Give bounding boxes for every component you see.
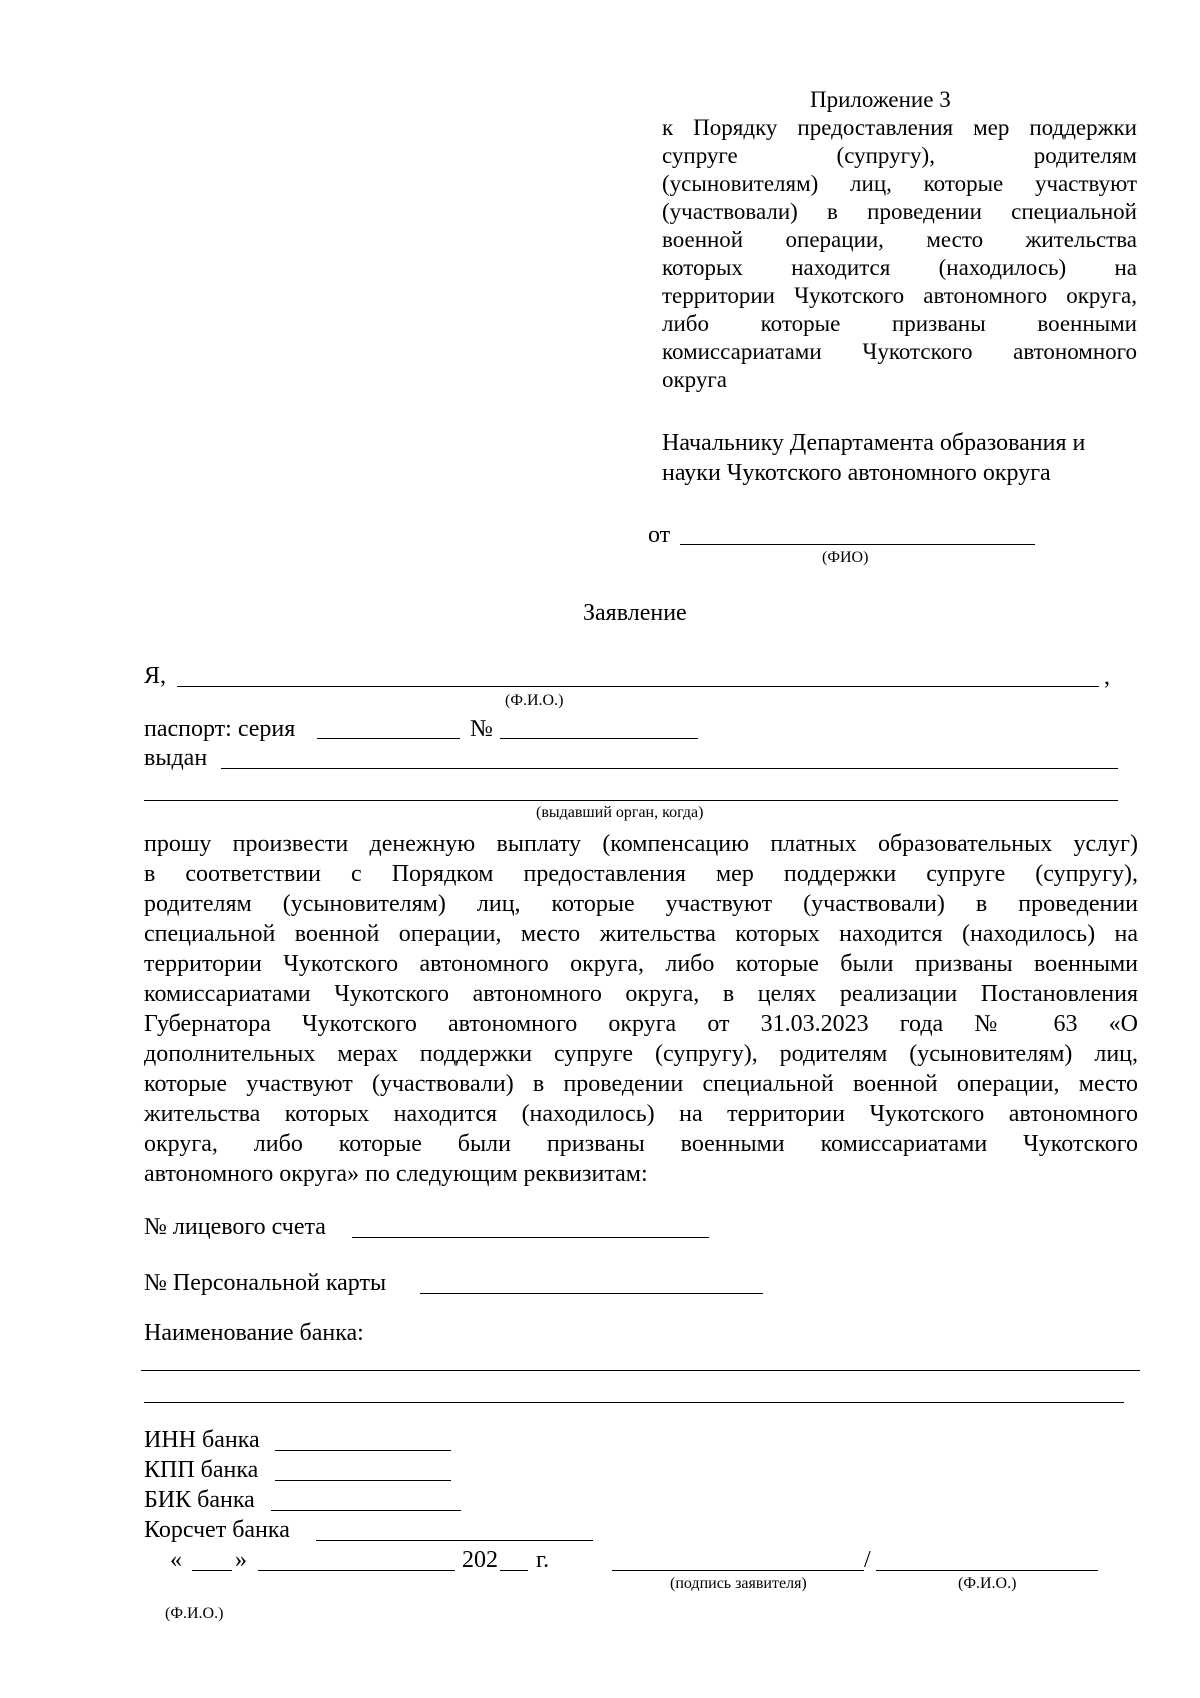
appendix-line: (участвовали) в проведении специальной bbox=[662, 199, 1137, 224]
from-fio-line[interactable] bbox=[680, 544, 1035, 545]
date-day-line[interactable] bbox=[192, 1570, 232, 1571]
signature-fio-line[interactable] bbox=[876, 1570, 1098, 1571]
issued-label: выдан bbox=[144, 745, 208, 771]
account-label: № лицевого счета bbox=[144, 1214, 326, 1240]
addressee-line: науки Чукотского автономного округа bbox=[662, 460, 1051, 486]
date-quote-open: « bbox=[170, 1547, 182, 1573]
bik-label: БИК банка bbox=[144, 1487, 255, 1513]
i-label: Я, bbox=[144, 663, 167, 689]
addressee-line: Начальнику Департамента образования и bbox=[662, 430, 1086, 456]
passport-number-line[interactable] bbox=[500, 738, 698, 739]
body-line: округа, либо которые были призваны военными комиссариатами Чукотского bbox=[144, 1131, 1138, 1157]
signature-fio-caption: (Ф.И.О.) bbox=[958, 1575, 1017, 1592]
date-year-line[interactable] bbox=[500, 1570, 528, 1571]
from-fio-caption: (ФИО) bbox=[822, 549, 869, 566]
issued-line-2[interactable] bbox=[144, 800, 1118, 801]
appendix-line: военной операции, место жительства bbox=[662, 227, 1137, 252]
bank-name-line-2[interactable] bbox=[144, 1402, 1124, 1403]
appendix-line: территории Чукотского автономного округа, bbox=[662, 283, 1137, 308]
date-year-prefix: 202 bbox=[462, 1547, 498, 1573]
body-line: специальной военной операции, место жительства которых находится (находилось) на bbox=[144, 921, 1138, 947]
appendix-line: супруге (супругу), родителям bbox=[662, 143, 1137, 168]
card-line[interactable] bbox=[420, 1293, 763, 1294]
corr-account-line[interactable] bbox=[316, 1540, 593, 1541]
date-year-suffix: г. bbox=[536, 1547, 550, 1573]
appendix-line: округа bbox=[662, 367, 728, 392]
appendix-title: Приложение 3 bbox=[810, 87, 951, 112]
inn-line[interactable] bbox=[275, 1450, 451, 1451]
body-line: родителям (усыновителям) лиц, которые участвуют (участвовали) в проведении bbox=[144, 891, 1138, 917]
corr-account-label: Корсчет банка bbox=[144, 1517, 290, 1543]
body-line: в соответствии с Порядком предоставления мер поддержки супруге (супругу), bbox=[144, 861, 1138, 887]
appendix-text bbox=[662, 114, 1137, 394]
signature-line[interactable] bbox=[612, 1570, 864, 1571]
passport-number-label: № bbox=[470, 716, 493, 742]
passport-series-label: паспорт: серия bbox=[144, 716, 296, 742]
request-paragraph bbox=[144, 829, 1138, 1189]
body-line: жительства которых находится (находилось) на территории Чукотского автономного bbox=[144, 1101, 1138, 1127]
date-month-line[interactable] bbox=[258, 1570, 455, 1571]
appendix-line: (усыновителям) лиц, которые участвуют bbox=[662, 171, 1137, 196]
issued-caption: (выдавший орган, когда) bbox=[536, 804, 704, 821]
applicant-fio-caption: (Ф.И.О.) bbox=[505, 692, 564, 709]
kpp-line[interactable] bbox=[275, 1480, 451, 1481]
body-line: автономного округа» по следующим реквизитам: bbox=[144, 1161, 648, 1187]
signature-caption: (подпись заявителя) bbox=[670, 1575, 807, 1592]
date-quote-close: » bbox=[235, 1547, 247, 1573]
kpp-label: КПП банка bbox=[144, 1457, 259, 1483]
signature-slash: / bbox=[864, 1547, 871, 1573]
addressee bbox=[662, 428, 1085, 488]
body-line: дополнительных мерах поддержки супруге (супругу), родителям (усыновителям) лиц, bbox=[144, 1041, 1138, 1067]
account-line[interactable] bbox=[352, 1237, 709, 1238]
inn-label: ИНН банка bbox=[144, 1427, 260, 1453]
body-line: прошу произвести денежную выплату (компенсацию платных образовательных услуг) bbox=[144, 831, 1138, 857]
card-label: № Персональной карты bbox=[144, 1270, 387, 1296]
bottom-fio-caption: (Ф.И.О.) bbox=[165, 1605, 224, 1622]
bank-name-label: Наименование банка: bbox=[144, 1320, 364, 1346]
body-line: территории Чукотского автономного округа, либо которые были призваны военными bbox=[144, 951, 1138, 977]
fio-comma: , bbox=[1104, 664, 1110, 690]
appendix-line: комиссариатами Чукотского автономного bbox=[662, 339, 1137, 364]
applicant-fio-line[interactable] bbox=[177, 686, 1099, 687]
document-title: Заявление bbox=[583, 600, 687, 626]
passport-series-line[interactable] bbox=[317, 738, 460, 739]
from-label: от bbox=[648, 522, 671, 548]
appendix-line: к Порядку предоставления мер поддержки bbox=[662, 115, 1137, 140]
body-line: которые участвуют (участвовали) в проведении специальной военной операции, место bbox=[144, 1071, 1138, 1097]
body-line: комиссариатами Чукотского автономного округа, в целях реализации Постановления bbox=[144, 981, 1138, 1007]
bank-name-line-1[interactable] bbox=[141, 1370, 1140, 1371]
appendix-line: которых находится (находилось) на bbox=[662, 255, 1137, 280]
issued-line-1[interactable] bbox=[221, 768, 1118, 769]
body-line: Губернатора Чукотского автономного округа от 31.03.2023 года № 63 «О bbox=[144, 1011, 1138, 1037]
appendix-line: либо которые призваны военными bbox=[662, 311, 1137, 336]
bik-line[interactable] bbox=[271, 1510, 461, 1511]
